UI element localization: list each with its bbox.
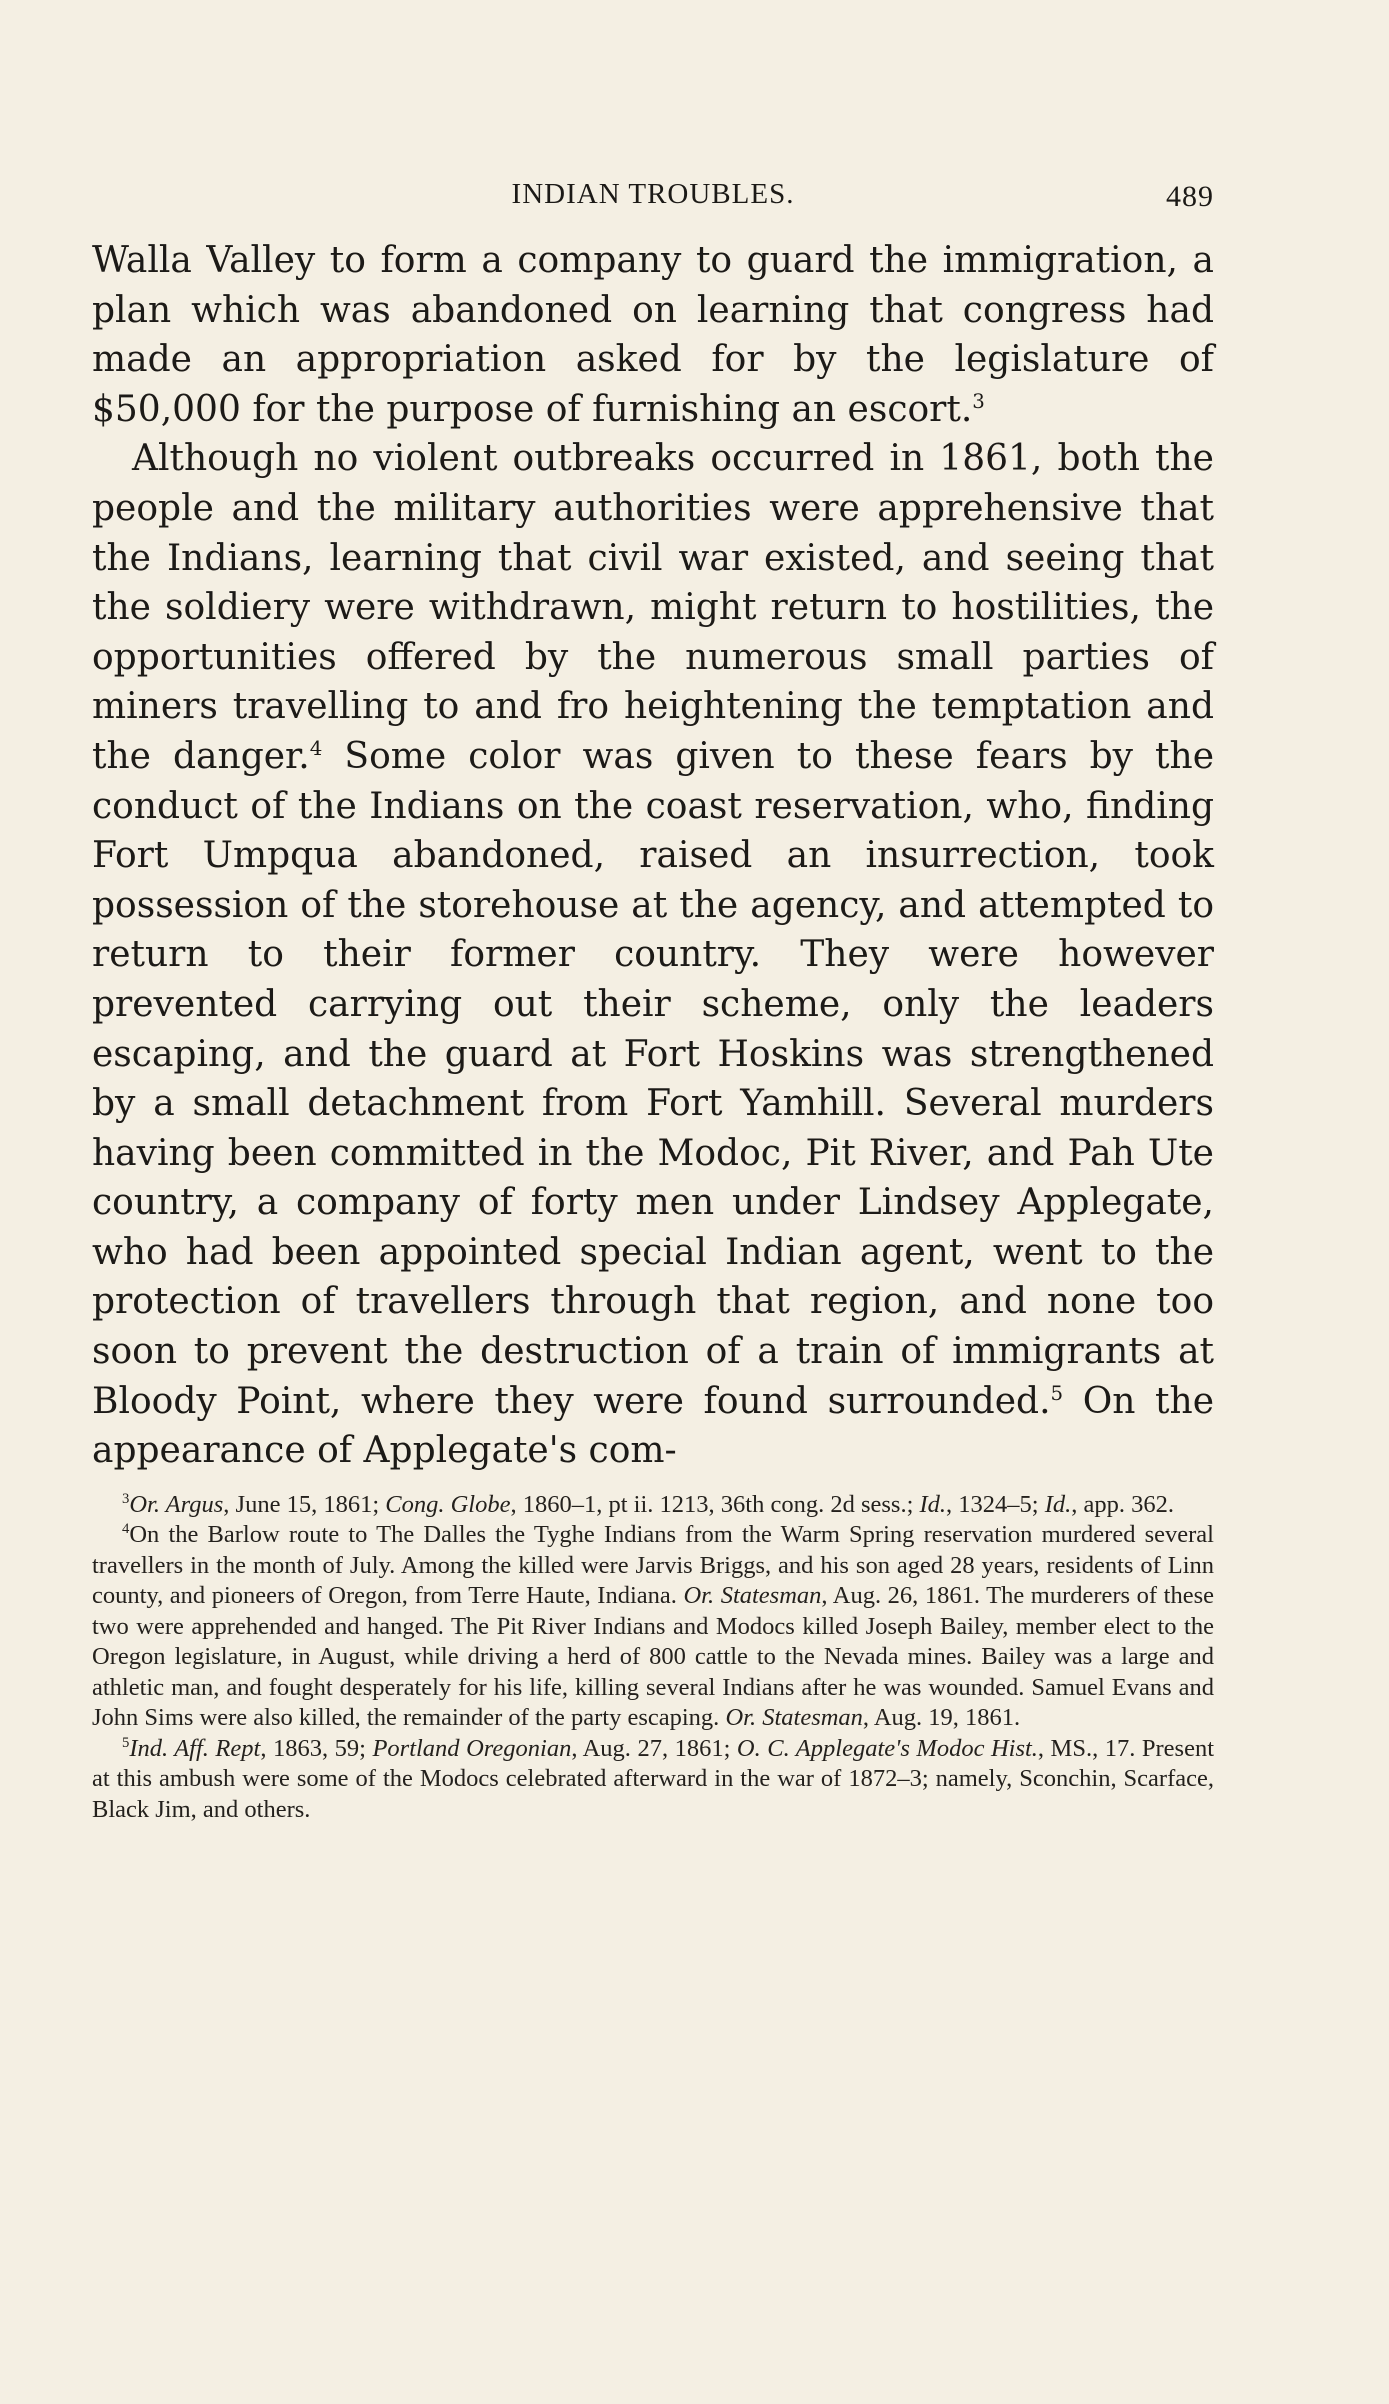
fn5-text: , Aug. 27, 1861; (571, 1734, 737, 1762)
fn5-source-ind-aff-rept: Ind. Aff. Rept (129, 1734, 261, 1762)
running-head (92, 170, 1214, 216)
paragraph-2-text-b: Some color was given to these fears by the conduct of the Indians on the coast reservation, who, finding Fort Umpqua abandoned, raised an insurrection, took possession of the storehouse at the agency, and attempted to return to their former country. They were however prevented carrying out their scheme, only the leaders escaping, and the guard at Fort Hoskins was strengthened by a small detachment from Fort Yamhill. Several murders having been committed in the Modoc, Pit River, and Pah Ute country, a company of forty men under Lindsey Applegate, who had been appointed special Indian agent, went to the protection of travellers through that region, and none too soon to prevent the destruction of a train of immigrants at Bloody Point, where they were found surrounded. (92, 735, 1215, 1422)
fn5-source-portland-oregonian: Portland Oregonian (372, 1734, 572, 1762)
footnote-3 (92, 1490, 1214, 1521)
footnote-3-mark: 3 (122, 1490, 130, 1507)
fn4-source-or-statesman: Or. Statesman (683, 1582, 822, 1610)
fn4-text: , Aug. 26, 1861. The murderers of these two were apprehended and hanged. The Pit River Indians and Modocs killed Joseph Bailey, member elect to the Oregon legislature, in August, while driving a herd of 800 cattle to the Nevada mines. Bailey was a large and athletic man, and fought desperately for his life, killing several Indians after he was wounded. Samuel Evans and John Sims were also killed, the remainder of the party escaping. (92, 1582, 1214, 1732)
fn3-source-id: Id. (919, 1490, 947, 1518)
fn3-source-or-argus: Or. Argus (129, 1490, 224, 1518)
fn5-text: , 1863, 59; (260, 1734, 373, 1762)
paragraph-1-text: Walla Valley to form a company to guard the immigration, a plan which was abandoned on learning that congress had made an appropriation asked for by the legislature of $50,000 for the purpose of furnishing an escort. (92, 240, 1214, 430)
fn3-text: , 1860–1, pt ii. 1213, 36th cong. 2d sess.; (510, 1490, 920, 1518)
footnote-ref-5[interactable]: 5 (1050, 1381, 1064, 1405)
fn5-source-modoc-hist: O. C. Applegate's Modoc Hist. (736, 1734, 1038, 1762)
paragraph-1 (92, 236, 1214, 434)
fn4-source-or-statesman: Or. Statesman (725, 1704, 863, 1732)
paragraph-2-text-c: On the appearance of Applegate's com- (92, 1380, 1214, 1472)
fn4-text: On the Barlow route to The Dalles the Tyghe Indians from the Warm Spring reservation murdered several travellers in the month of July. Among the killed were Jarvis Briggs, and his son aged 28 years, residents of Linn county, and pioneers of Oregon, from Terre Haute, Indiana. (92, 1521, 1214, 1610)
fn3-source-cong-globe: Cong. Globe (385, 1490, 511, 1518)
paragraph-2 (92, 434, 1214, 1475)
fn3-text: , June 15, 1861; (223, 1490, 386, 1518)
footnote-4-mark: 4 (122, 1521, 130, 1538)
footnote-4 (92, 1520, 1214, 1734)
fn3-text: , app. 362. (1071, 1490, 1175, 1518)
book-page (92, 170, 1214, 2360)
footnotes (92, 1490, 1214, 1826)
running-title: INDIAN TROUBLES. (511, 178, 795, 210)
fn4-text: , Aug. 19, 1861. (862, 1704, 1021, 1732)
page-number: 489 (1166, 180, 1214, 213)
footnote-5 (92, 1734, 1214, 1826)
footnote-ref-3[interactable]: 3 (972, 389, 985, 413)
fn3-source-id: Id. (1044, 1490, 1072, 1518)
footnote-5-mark: 5 (122, 1734, 130, 1751)
fn3-text: , 1324–5; (946, 1490, 1045, 1518)
footnote-ref-4[interactable]: 4 (309, 736, 323, 760)
fn5-text: , MS., 17. Present at this ambush were some of the Modocs celebrated afterward in the war of 1872–3; namely, Sconchin, Scarface, Black Jim, and others. (92, 1734, 1214, 1823)
paragraph-2-text-a: Although no violent outbreaks occurred in 1861, both the people and the military authorities were apprehensive that the Indians, learning that civil war existed, and seeing that the soldiery were withdrawn, might return to hostilities, the opportunities offered by the numerous small parties of miners travelling to and fro heightening the temptation and the danger. (92, 438, 1214, 777)
body-text (92, 236, 1214, 1476)
